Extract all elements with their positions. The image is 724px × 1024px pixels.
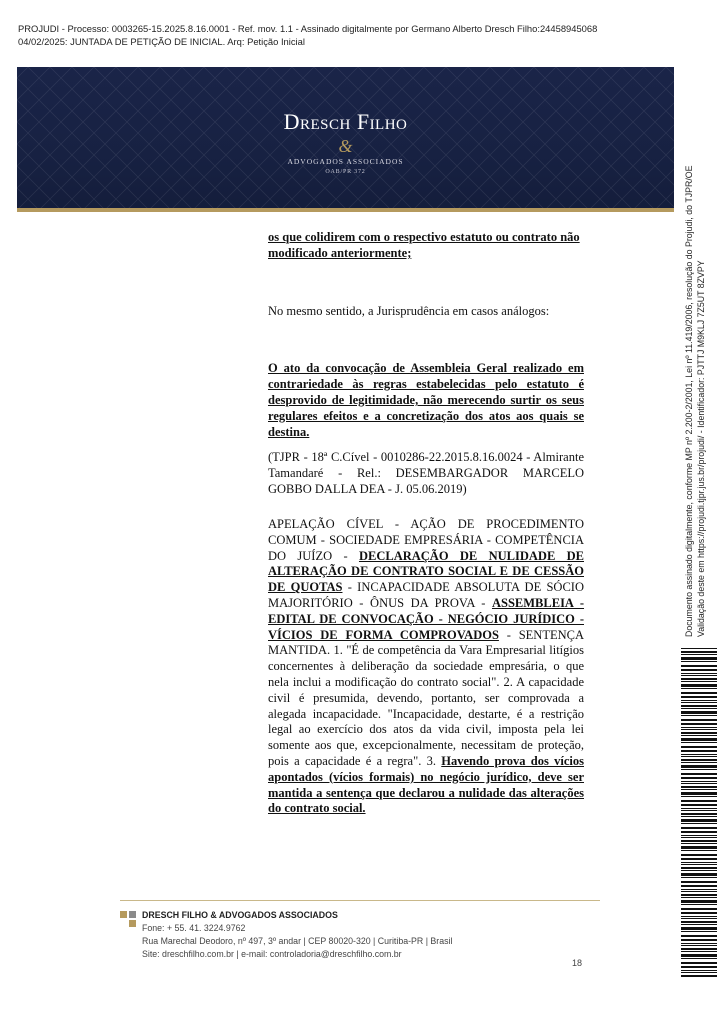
barcode-bar xyxy=(681,945,717,946)
barcode-bar xyxy=(681,789,717,790)
barcode-bar xyxy=(681,702,717,703)
barcode-bar xyxy=(681,881,717,883)
barcode-bar xyxy=(681,867,717,869)
barcode-bar xyxy=(681,823,717,824)
paragraph-jurisprudence-intro: No mesmo sentido, a Jurisprudência em casos análogos: xyxy=(268,304,550,318)
projudi-stamp-line-2: 04/02/2025: JUNTADA DE PETIÇÃO DE INICIAL. Arq: Petição Inicial xyxy=(18,36,305,47)
footer-address: Rua Marechal Deodoro, nº 497, 3º andar | CEP 80020-320 | Curitiba-PR | Brasil xyxy=(142,936,453,946)
barcode-bar xyxy=(681,754,717,755)
barcode-bar xyxy=(681,954,717,957)
barcode-bar xyxy=(681,943,717,944)
barcode-bar xyxy=(681,966,717,968)
barcode-bar xyxy=(681,962,717,964)
barcode-bar xyxy=(681,700,717,701)
footer xyxy=(142,909,452,961)
ementa-segment-3: - SENTENÇA MANTIDA. 1. "É de competência da Vara Empresarial litígios concernentes à deliberação da sociedade empresária, o que nela inclui a modificação do contrato social". 2. A capacidade civil é presumida, devendo, portanto, ser comprovada a alegada incapacidade. "Incapacidade, destarte, é a restrição legal ao exercício dos atos da vida civil, imposta pela lei somente aos que, excepcionalmente, necessitam de proteção, pois a capacidade é a regra". 3. xyxy=(268,627,584,768)
letterhead-banner xyxy=(17,67,674,212)
barcode-bar xyxy=(681,675,717,676)
ementa-apelacao xyxy=(268,517,584,817)
barcode-bar xyxy=(681,921,717,923)
barcode xyxy=(679,648,719,978)
barcode-bar xyxy=(681,773,717,775)
barcode-bar xyxy=(681,900,717,903)
barcode-bar xyxy=(681,837,717,838)
barcode-bar xyxy=(681,864,717,865)
barcode-bar xyxy=(681,951,717,952)
barcode-bar xyxy=(681,727,717,728)
barcode-bar xyxy=(681,705,717,707)
barcode-bar xyxy=(681,939,717,941)
footer-rule xyxy=(120,900,600,901)
barcode-bar xyxy=(681,654,717,655)
barcode-bar xyxy=(681,854,717,856)
barcode-bar xyxy=(681,769,717,770)
barcode-bar xyxy=(681,897,717,898)
barcode-bar xyxy=(681,931,717,932)
projudi-stamp-line-1: PROJUDI - Processo: 0003265-15.2025.8.16.0001 - Ref. mov. 1.1 - Assinado digitalmente por Germano Alberto Dresch Filho:24458945068 xyxy=(18,23,598,34)
validation-line-1: Documento assinado digitalmente, conforme MP nº 2.200-2/2001, Lei nº 11.419/2006, resolução do Projudi, do TJPR/OE xyxy=(684,165,694,637)
barcode-bar xyxy=(681,819,717,822)
footer-site: Site: dreschfilho.com.br | e-mail: controladoria@dreschfilho.com.br xyxy=(142,949,402,959)
ementa-segment-1: APELAÇÃO CÍVEL - AÇÃO DE PROCEDIMENTO COMUM - SOCIEDADE EMPRESÁRIA - COMPETÊNCIA DO JUÍZO - xyxy=(268,517,584,563)
barcode-bar xyxy=(681,800,717,802)
barcode-bar xyxy=(681,935,717,937)
ementa-bold-1: DECLARAÇÃO DE NULIDADE DE ALTERAÇÃO DE CONTRATO SOCIAL E DE CESSÃO DE QUOTAS xyxy=(268,548,584,595)
barcode-bar xyxy=(681,808,717,809)
barcode-bar xyxy=(681,786,717,788)
firm-name: Dresch Filho xyxy=(283,109,408,134)
barcode-bar xyxy=(681,877,717,878)
footer-phone: Fone: + 55. 41. 3224.9762 xyxy=(142,923,246,933)
barcode-bar xyxy=(681,692,717,694)
barcode-bar xyxy=(681,924,717,925)
ementa-bold-3: Havendo prova dos vícios apontados (vícios formais) no negócio jurídico, deve ser mantida a sentença que declarou a nulidade das alterações do contrato social. xyxy=(268,753,584,816)
projudi-stamp xyxy=(18,22,658,48)
banner-gold-line xyxy=(17,208,674,212)
quote-assembly: O ato da convocação de Assembleia Geral realizado em contrariedade às regras estabelecidas pelo estatuto é desprovido de legitimidade, não merecendo surtir os seus regulares efeitos e a concretização dos atos aos quais se destina. xyxy=(268,361,584,439)
barcode-bar xyxy=(681,688,717,689)
ementa-bold-2: ASSEMBLEIA - EDITAL DE CONVOCAÇÃO - NEGÓCIO JURÍDICO - VÍCIOS DE FORMA COMPROVADOS xyxy=(268,595,585,642)
barcode-bar xyxy=(681,723,717,725)
barcode-bar xyxy=(681,916,717,917)
barcode-bar xyxy=(681,651,717,653)
ementa-segment-2: - INCAPACIDADE ABSOLUTA DE SÓCIO MAJORITÓRIO - ÔNUS DA PROVA - xyxy=(268,580,584,610)
barcode-bar xyxy=(681,970,717,971)
barcode-bar xyxy=(681,777,717,779)
barcode-bar xyxy=(681,972,717,973)
firm-ampersand: & xyxy=(338,136,353,156)
barcode-bar xyxy=(681,831,717,833)
barcode-bar xyxy=(681,684,717,687)
citation-tjpr: (TJPR - 18ª C.Cível - 0010286-22.2015.8.16.0024 - Almirante Tamandaré - Rel.: DESEMBARGADOR MARCELO GOBBO DALLA DEA - J. 05.06.2019) xyxy=(268,450,584,496)
barcode-bar xyxy=(681,894,717,896)
barcode-bar xyxy=(681,912,717,914)
barcode-bar xyxy=(681,750,717,752)
barcode-bar xyxy=(681,927,717,930)
barcode-bar xyxy=(681,813,717,815)
firm-logo xyxy=(17,109,674,175)
barcode-bar xyxy=(681,746,717,748)
barcode-bar xyxy=(681,891,717,892)
barcode-bar xyxy=(681,665,717,667)
barcode-bar xyxy=(681,673,717,674)
barcode-bar xyxy=(681,681,717,682)
barcode-bar xyxy=(681,729,717,730)
barcode-bar xyxy=(681,678,717,680)
barcode-bar xyxy=(681,904,717,905)
barcode-bar xyxy=(681,827,717,829)
barcode-bar xyxy=(681,870,717,871)
barcode-bar xyxy=(681,858,717,860)
barcode-bar xyxy=(681,810,717,811)
validation-stamp xyxy=(680,67,722,643)
barcode-bar xyxy=(681,756,717,757)
barcode-bar xyxy=(681,742,717,743)
barcode-bar xyxy=(681,908,717,910)
barcode-bar xyxy=(681,862,717,863)
barcode-bar xyxy=(681,661,717,662)
barcode-bar xyxy=(681,885,717,887)
barcode-bar xyxy=(681,781,717,782)
footer-firm: DRESCH FILHO & ADVOGADOS ASSOCIADOS xyxy=(142,910,338,920)
barcode-bar xyxy=(681,715,717,716)
barcode-bar xyxy=(681,732,717,734)
barcode-bar xyxy=(681,711,717,714)
barcode-bar xyxy=(681,804,717,806)
paragraph-statute: os que colidirem com o respectivo estatuto ou contrato não modificado anteriormente; xyxy=(268,230,580,260)
barcode-bar xyxy=(681,708,717,709)
barcode-bar xyxy=(681,958,717,959)
barcode-bar xyxy=(681,648,717,649)
firm-subtitle: ADVOGADOS ASSOCIADOS xyxy=(287,157,404,166)
page-number: 18 xyxy=(572,958,583,968)
barcode-bar xyxy=(681,735,717,736)
barcode-bar xyxy=(681,843,717,844)
barcode-bar xyxy=(681,918,717,919)
barcode-bar xyxy=(681,696,717,698)
barcode-bar xyxy=(681,850,717,851)
barcode-bar xyxy=(681,657,717,660)
barcode-bar xyxy=(681,738,717,741)
barcode-bar xyxy=(681,835,717,836)
barcode-bar xyxy=(681,816,717,817)
barcode-bar xyxy=(681,873,717,876)
barcode-bar xyxy=(681,948,717,950)
barcode-bar xyxy=(681,889,717,890)
barcode-bar xyxy=(681,846,717,849)
barcode-bar xyxy=(681,792,717,795)
barcode-bar xyxy=(681,719,717,721)
barcode-bar xyxy=(681,669,717,671)
barcode-bar xyxy=(681,840,717,842)
barcode-bar xyxy=(681,765,717,768)
barcode-bar xyxy=(681,783,717,784)
firm-oab: OAB/PR 372 xyxy=(325,169,366,175)
barcode-bar xyxy=(681,762,717,763)
footer-logo-icon xyxy=(120,911,136,927)
barcode-bar xyxy=(681,796,717,797)
barcode-bar xyxy=(681,975,717,977)
validation-line-2: Validação deste em https://projudi.tjpr.jus.br/projudi/ - Identificador: PJTTJ M9KLJ 7Z5UT 8ZVPY xyxy=(696,260,706,637)
barcode-bar xyxy=(681,759,717,761)
